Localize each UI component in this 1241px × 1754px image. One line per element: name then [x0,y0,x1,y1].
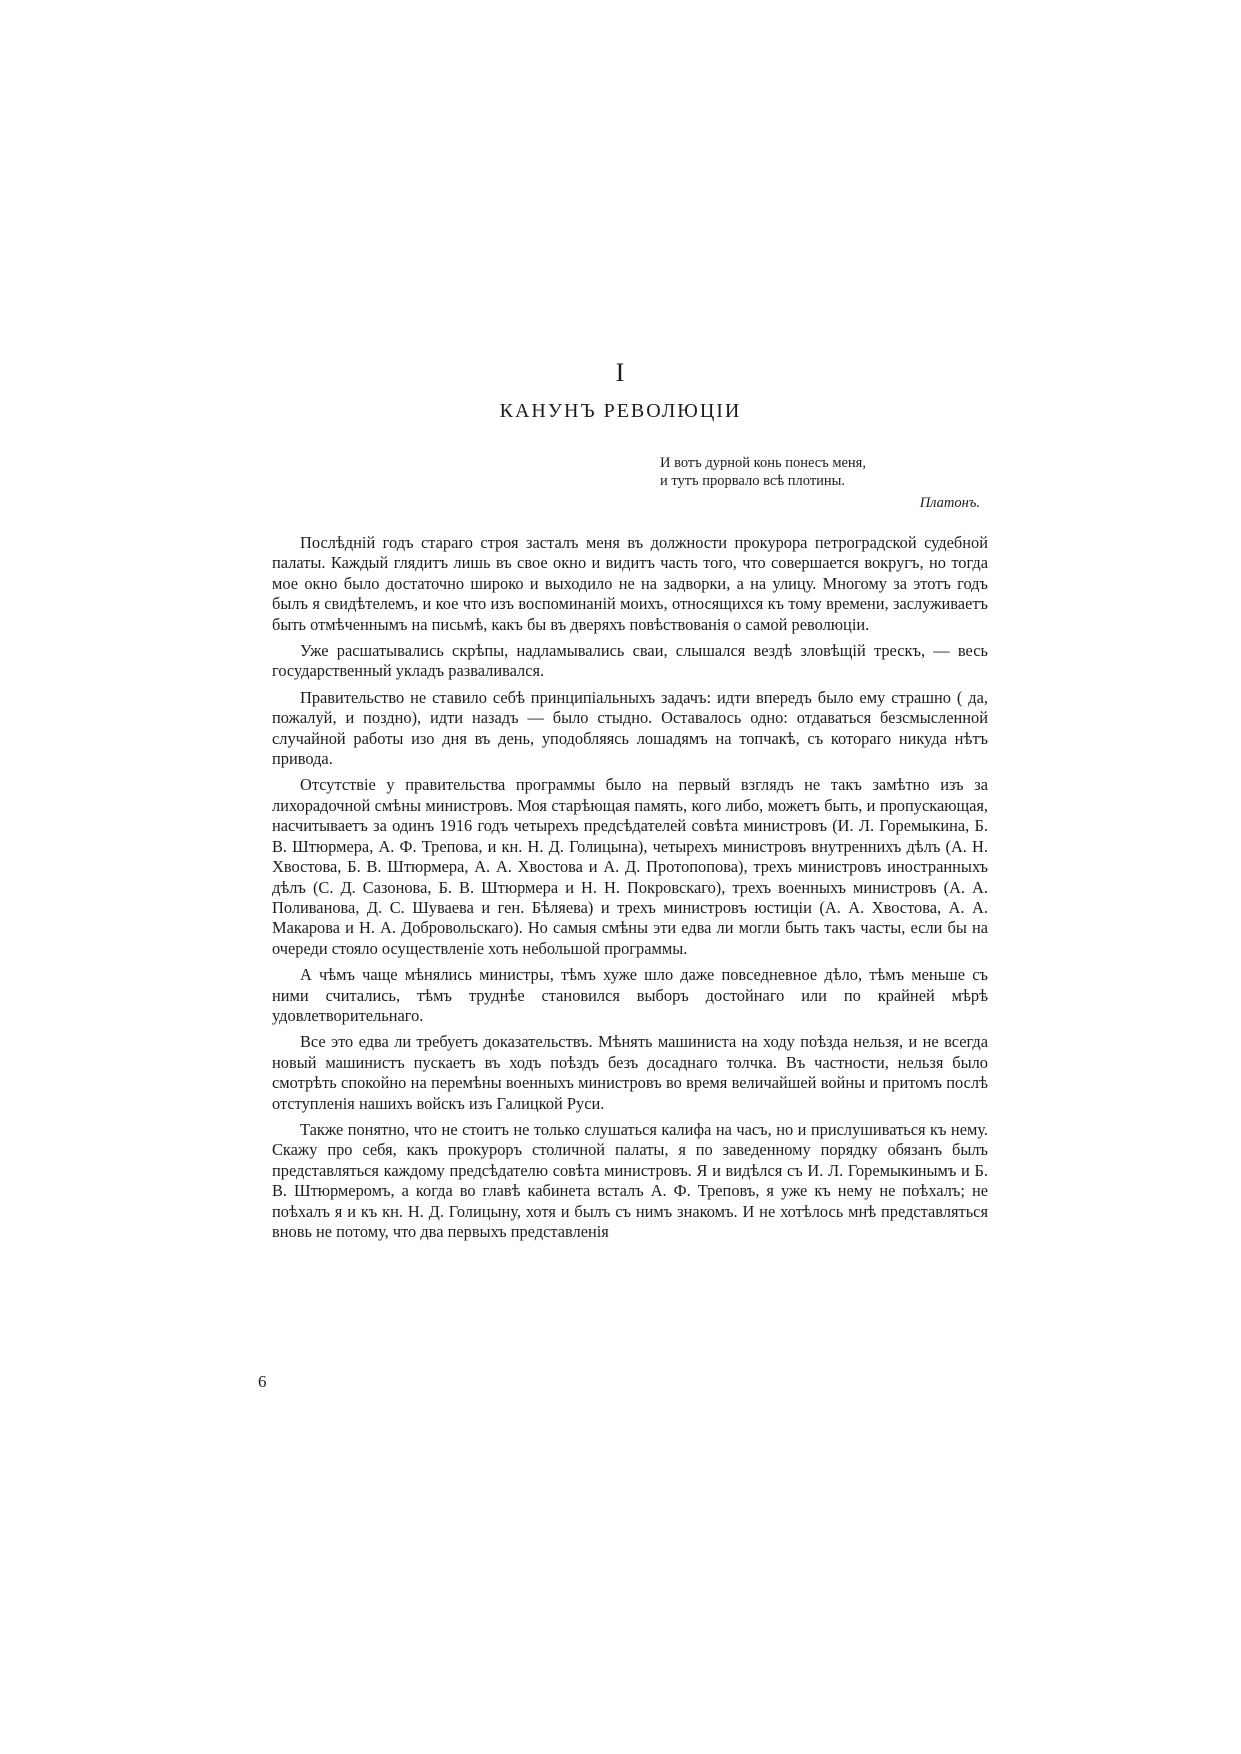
paragraph: Правительство не ставило себѣ принципіальныхъ задачъ: идти впередъ было ему страшно ( да, пожалуй, и поздно), идти назадъ — было стыдно. Оставалось одно: отдаваться безсмысленной случайной работы изо дня въ день, уподобляясь лошадямъ на топчакѣ, съ котораго никуда нѣтъ привода. [272,687,988,769]
paragraph: Отсутствіе у правительства программы было на первый взглядъ не такъ замѣтно изъ за лихорадочной смѣны министровъ. Моя старѣющая память, кого либо, можетъ быть, и пропускающая, насчитываетъ за одинъ 1916 годъ четырехъ предсѣдателей совѣта министровъ (И. Л. Горемыкина, Б. В. Штюрмера, А. Ф. Трепова, и кн. Н. Д. Голицына), четырехъ министровъ внутреннихъ дѣлъ (А. Н. Хвостова, Б. В. Штюрмера, А. А. Хвостова и А. Д. Протопопова), трехъ министровъ иностранныхъ дѣлъ (С. Д. Сазонова, Б. В. Штюрмера и Н. Н. Покровскаго), трехъ военныхъ министровъ (А. А. Поливанова, Д. С. Шуваева и ген. Бѣляева) и трехъ министровъ юстиціи (А. А. Хвостова, А. А. Макарова и Н. А. Добровольскаго). Но самыя смѣны эти едва ли могли быть такъ часты, если бы на очереди стояло осуществленіе хоть небольшой программы. [272,775,988,958]
chapter-number: I [615,358,626,387]
epigraph-author: Платонъ. [919,495,980,511]
paragraph: Уже расшатывались скрѣпы, надламывались сваи, слышался вездѣ зловѣщій трескъ, — весь государственный укладъ разваливался. [272,641,988,681]
epigraph-line: и тутъ прорвало всѣ плотины. [660,473,846,489]
paragraph: Послѣдній годъ стараго строя засталъ меня въ должности прокурора петроградской судебной палаты. Каждый глядитъ лишь въ свое окно и видитъ часть того, что совершается вокругъ, но тогда мое окно было достаточно широко и выходило не на задворки, а на улицу. Многому за этотъ годъ былъ я свидѣтелемъ, и кое что изъ воспоминаній моихъ, относящихся къ тому времени, заслуживаетъ быть отмѣченнымъ на письмѣ, какъ бы въ дверяхъ повѣствованія о самой революціи. [272,533,988,634]
chapter-title: КАНУНЪ РЕВОЛЮЦІИ [499,400,742,422]
body-text [272,533,988,1248]
paragraph: А чѣмъ чаще мѣнялись министры, тѣмъ хуже шло даже повседневное дѣло, тѣмъ меньше съ ними считались, тѣмъ труднѣе становился выборъ достойнаго или по крайней мѣрѣ удовлетворительнаго. [272,965,988,1025]
paragraph: Все это едва ли требуетъ доказательствъ. Мѣнять машиниста на ходу поѣзда нельзя, и не всегда новый машинистъ пускаетъ въ ходъ поѣздъ безъ досаднаго толчка. Въ частности, нельзя было смотрѣть спокойно на перемѣны военныхъ министровъ во время величайшей войны и притомъ послѣ отступленія нашихъ войскъ изъ Галицкой Руси. [272,1032,988,1113]
epigraph-line: И вотъ дурной конь понесъ меня, [660,455,866,471]
paragraph: Также понятно, что не стоитъ не только слушаться калифа на часъ, но и прислушиваться къ нему. Скажу про себя, какъ прокуроръ столичной палаты, я по заведенному порядку обязанъ былъ представляться каждому предсѣдателю совѣта министровъ. Я и видѣлся съ И. Л. Горемыкинымъ и Б. В. Штюрмеромъ, а когда во главѣ кабинета всталъ А. Ф. Треповъ, я уже къ нему не поѣхалъ; не поѣхалъ я и къ кн. Н. Д. Голицыну, хотя и былъ съ нимъ знакомъ. И не хотѣлось мнѣ представляться вновь не потому, что два первыхъ представленія [272,1119,988,1241]
epigraph [660,454,980,512]
page-number: 6 [258,1372,267,1391]
